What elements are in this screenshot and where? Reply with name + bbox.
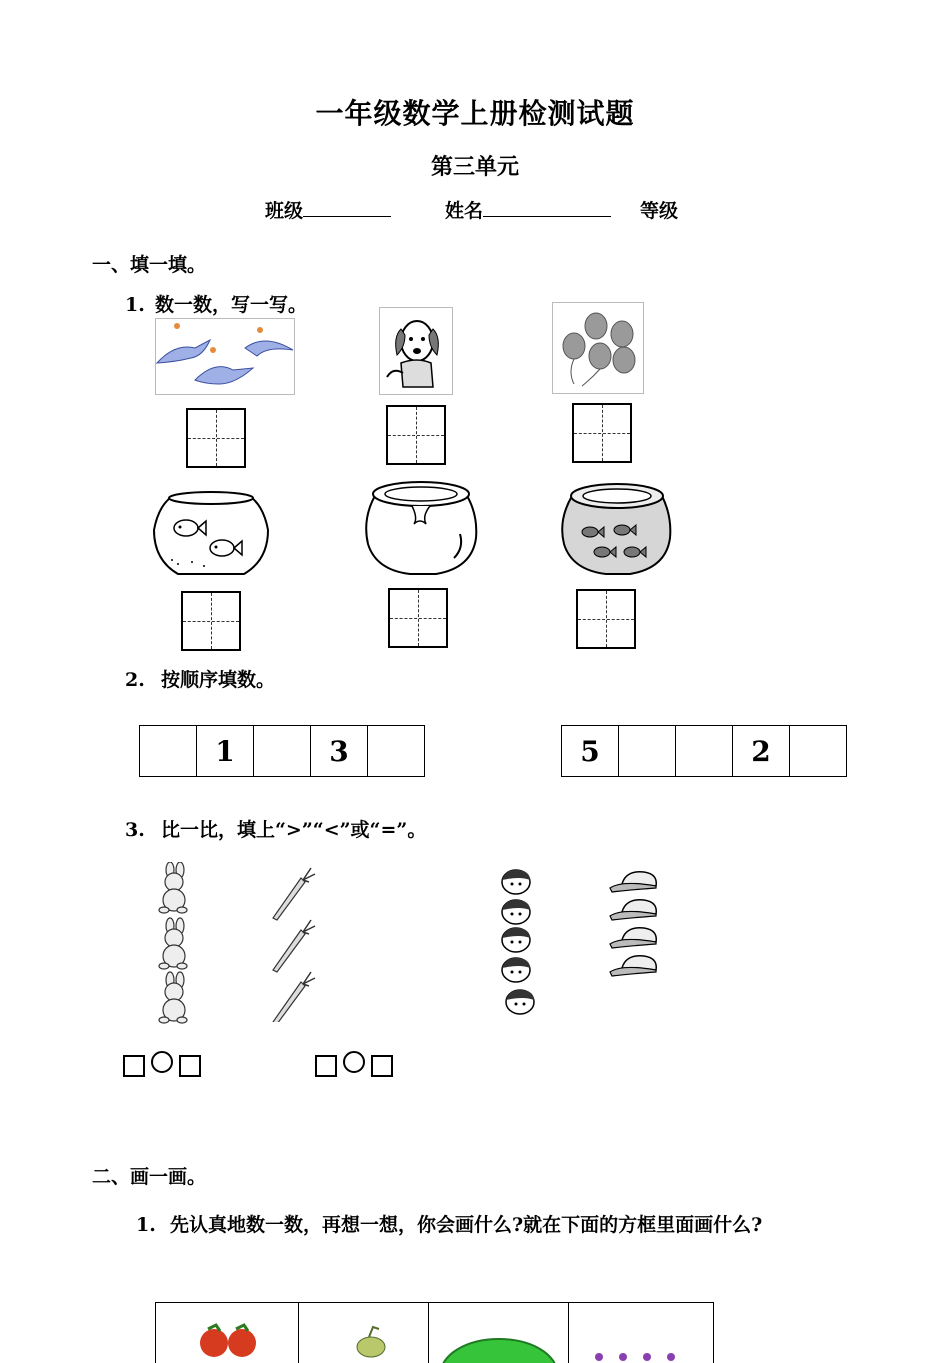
class-field [265,196,391,223]
sequence-cell: 2 [733,726,790,776]
answer-box-dog[interactable] [386,405,446,465]
draw-table [155,1302,714,1363]
question-1-2 [125,665,275,692]
sequence-cell[interactable] [368,726,424,776]
answer-square[interactable] [123,1055,145,1077]
question-text: 比一比，填上“>”“<”或“=”。 [161,819,427,841]
answer-circle[interactable] [151,1051,173,1073]
balloons-icon [552,302,644,394]
sequence-table-a [139,725,425,777]
question-number: 1. [136,1214,156,1236]
answer-box-empty-pot[interactable] [388,588,448,648]
sequence-cell[interactable] [619,726,676,776]
answer-box-fishbowl[interactable] [181,591,241,651]
sequence-cell[interactable] [140,726,197,776]
answer-square[interactable] [179,1055,201,1077]
compare-answer-1 [123,1055,201,1077]
question-number: 3. [125,819,145,841]
purple-dots-icon [569,1303,713,1363]
fishbowl-icon [148,488,274,582]
answer-box-birds[interactable] [186,408,246,468]
name-blank[interactable] [483,198,611,217]
page-title: 一年级数学上册检测试题 [315,97,635,130]
answer-circle[interactable] [343,1051,365,1073]
question-text: 先认真地数一数，再想一想，你会画什么?就在下面的方框里面画什么? [170,1214,763,1236]
boy-face-group [496,868,542,1018]
sequence-cell: 1 [197,726,254,776]
fish-pot-icon [558,480,676,578]
answer-square[interactable] [315,1055,337,1077]
sequence-cell[interactable] [790,726,846,776]
cap-group [608,868,662,980]
question-1-3 [125,815,426,842]
answer-box-fish-pot[interactable] [576,589,636,649]
pepper-icon [299,1303,428,1363]
sequence-cell[interactable] [676,726,733,776]
class-blank[interactable] [303,198,391,217]
dog-icon [379,307,453,395]
sequence-cell[interactable] [254,726,311,776]
page-subtitle: 第三单元 [430,154,519,180]
question-text: 按顺序填数。 [161,669,276,691]
draw-cell-tomatoes[interactable] [156,1303,299,1363]
tomato-icon [156,1303,298,1363]
watermelon-icon [429,1303,568,1363]
rabbit-group [152,862,200,1024]
section-2-heading: 二、画一画。 [92,1166,207,1188]
question-number: 1. [125,294,145,316]
sequence-cell: 5 [562,726,619,776]
answer-box-balloons[interactable] [572,403,632,463]
sequence-cell: 3 [311,726,368,776]
draw-cell-watermelon[interactable] [429,1303,569,1363]
section-1-heading: 一、填一填。 [92,254,207,276]
sequence-table-b [561,725,847,777]
empty-pot-icon [360,478,482,578]
grade-label: 等级 [640,200,679,222]
birds-icon [155,318,295,396]
name-field [445,196,611,223]
draw-cell-grapes[interactable] [569,1303,714,1363]
question-2-1 [136,1210,762,1237]
carrot-group [265,864,317,1022]
question-text: 数一数，写一写。 [155,294,308,316]
question-1-1 [125,290,307,317]
draw-cell-green-pepper[interactable] [299,1303,429,1363]
answer-square[interactable] [371,1055,393,1077]
name-label: 姓名 [445,200,484,222]
compare-answer-2 [315,1055,393,1077]
question-number: 2. [125,669,145,691]
class-label: 班级 [265,200,304,222]
